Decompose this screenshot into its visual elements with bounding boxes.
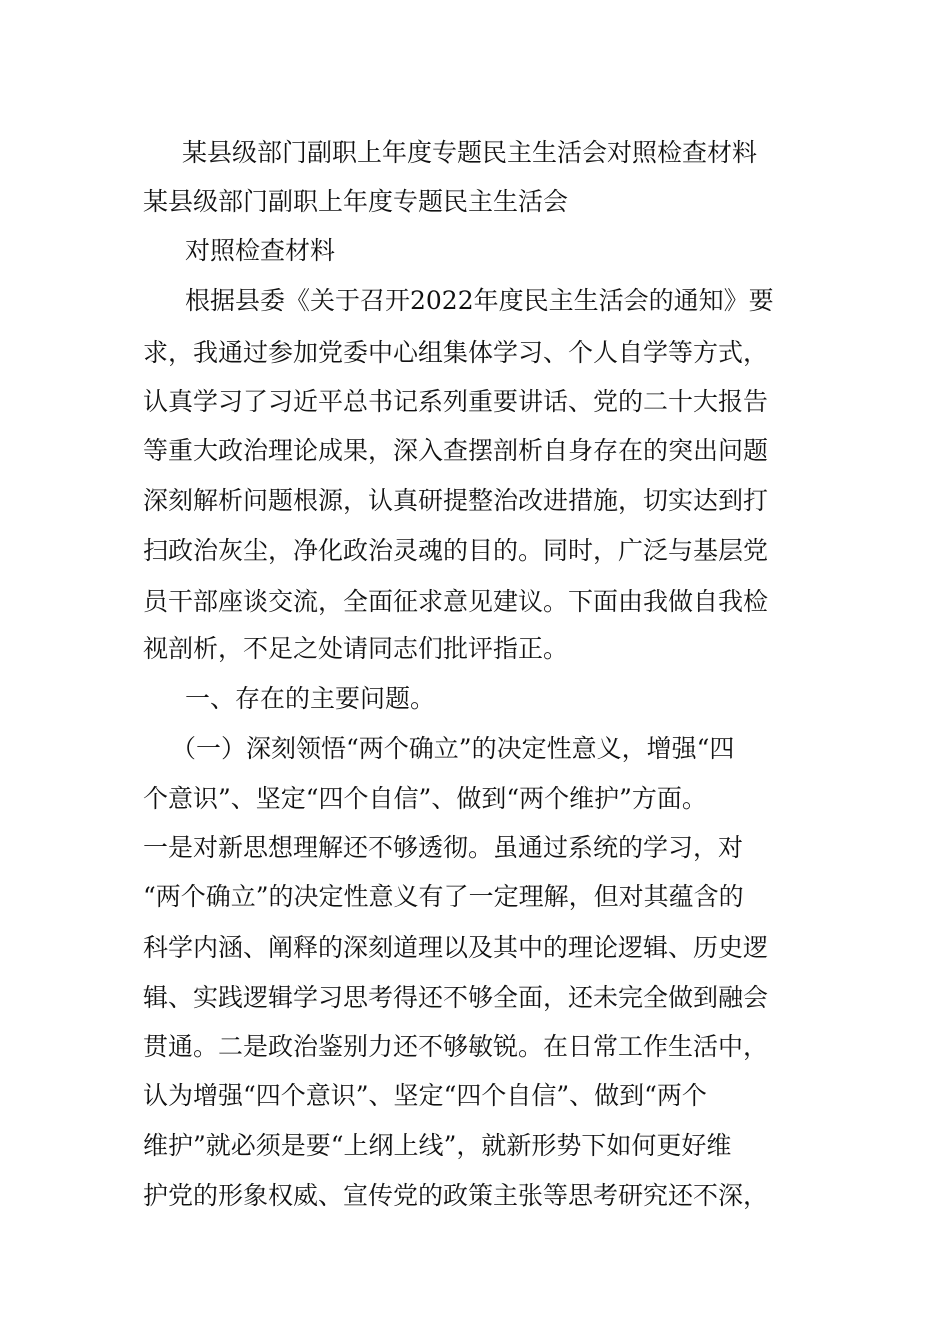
- subsection-paragraph-line: “两个确立”的决定性意义有了一定理解，但对其蕴含的: [143, 882, 744, 911]
- subsection-paragraph-line: 护党的形象权威、宣传党的政策主张等思考研究还不深，: [143, 1181, 769, 1210]
- subsection-paragraph-line: 维护”就必须是要“上纲上线”，就新形势下如何更好维: [143, 1131, 732, 1160]
- subsection-paragraph-line: 认为增强“四个意识”、坚定“四个自信”、做到“两个: [143, 1081, 707, 1110]
- intro-paragraph-line: 深刻解析问题根源，认真研提整治改进措施，切实达到打: [143, 486, 769, 515]
- section-heading: 一、存在的主要问题。: [185, 684, 436, 713]
- intro-paragraph-line: 求，我通过参加党委中心组集体学习、个人自学等方式，: [143, 338, 769, 367]
- intro-paragraph-line: 根据县委《关于召开2022年度民主生活会的通知》要: [185, 286, 774, 315]
- intro-paragraph-line: 等重大政治理论成果，深入查摆剖析自身存在的突出问题: [143, 436, 769, 465]
- subsection-paragraph-line: 科学内涵、阐释的深刻道理以及其中的理论逻辑、历史逻: [143, 933, 769, 962]
- subsection-paragraph-line: 一是对新思想理解还不够透彻。虽通过系统的学习，对: [143, 833, 744, 862]
- intro-paragraph-line: 视剖析，不足之处请同志们批评指正。: [143, 634, 569, 663]
- document-title: 某县级部门副职上年度专题民主生活会对照检查材料: [182, 138, 758, 167]
- intro-paragraph-line: 扫政治灰尘，净化政治灵魂的目的。同时，广泛与基层党: [143, 536, 769, 565]
- intro-paragraph-line: 员干部座谈交流，全面征求意见建议。下面由我做自我检: [143, 587, 769, 616]
- document-subtitle: 某县级部门副职上年度专题民主生活会: [143, 187, 569, 216]
- subsection-paragraph-line: 贯通。二是政治鉴别力还不够敏锐。在日常工作生活中，: [143, 1032, 769, 1061]
- document-subtitle-continued: 对照检查材料: [185, 236, 336, 265]
- intro-paragraph-line: 认真学习了习近平总书记系列重要讲话、党的二十大报告: [143, 387, 769, 416]
- subsection-paragraph-line: （一）深刻领悟“两个确立”的决定性意义，增强“四: [171, 734, 735, 763]
- subsection-paragraph-line: 辑、实践逻辑学习思考得还不够全面，还未完全做到融会: [143, 983, 769, 1012]
- subsection-paragraph-line: 个意识”、坚定“四个自信”、做到“两个维护”方面。: [143, 784, 707, 813]
